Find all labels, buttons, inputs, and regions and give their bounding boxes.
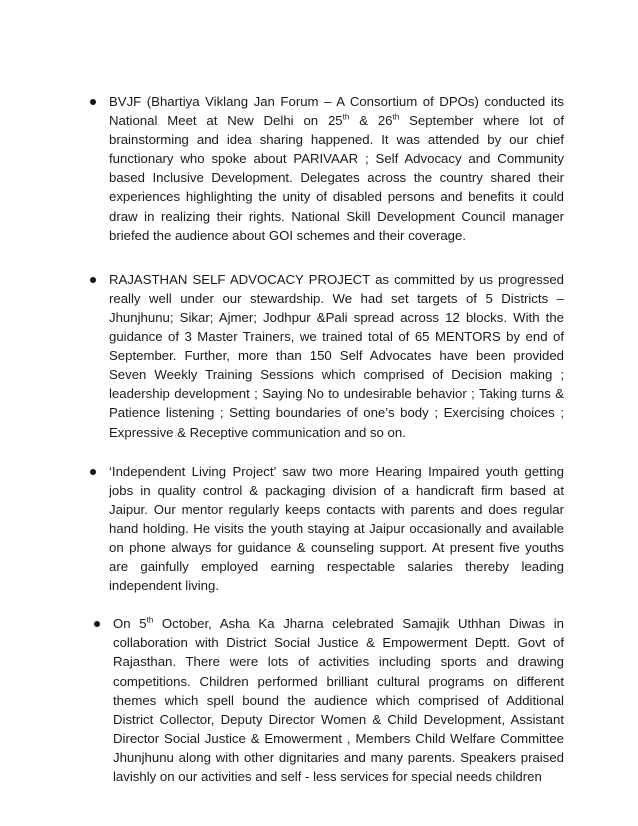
bullet-item-self-advocacy xyxy=(88,270,564,442)
text-segment: & 26 xyxy=(349,113,393,129)
text-segment: On 5 xyxy=(113,616,147,632)
bullet-list xyxy=(88,92,564,786)
bullet-text xyxy=(113,614,564,786)
text-segment: September where lot of brainstorming and idea sharing happened. It was attended by our chief functionary who spoke about PARIVAAR ; Self Advocacy and Community based Inclusive Development. Delegates across the country shared their experiences highlighting the unity of disabled persons and benefits it could draw in realizing their rights. National Skill Development Council manager briefed the audience about GOI schemes and their coverage. xyxy=(109,113,565,243)
ordinal-suffix: th xyxy=(342,112,350,122)
bullet-icon xyxy=(90,277,96,283)
bullet-icon xyxy=(90,99,96,105)
bullet-icon xyxy=(90,469,96,475)
ordinal-suffix: th xyxy=(146,615,154,625)
text-segment: BVJF (Bhartiya Viklang Jan Forum – A Consortium of DPOs) conducted its National Meet at New Delhi on 25 xyxy=(109,94,564,129)
bullet-item-independent-living xyxy=(88,462,564,596)
bullet-text: ‘Independent Living Project’ saw two more Hearing Impaired youth getting jobs in quality control & packaging division of a handicraft firm based at Jaipur. Our mentor regularly keeps contacts with parents and does regular hand holding. He visits the youth staying at Jaipur occasionally and available on phone always for guidance & counseling support. At present five youths are gainfully employed earning respectable salaries thereby leading independent living. xyxy=(109,463,564,594)
bullet-text xyxy=(109,92,564,245)
bullet-item-bvjf xyxy=(88,92,564,245)
bullet-item-samajik-uthhan xyxy=(92,614,564,786)
bullet-text: RAJASTHAN SELF ADVOCACY PROJECT as committed by us progressed really well under our stewardship. We had set targets of 5 Districts – Jhunjhunu; Sikar; Ajmer; Jodhpur &Pali spread across 12 blocks. With the guidance of 3 Master Trainers, we trained total of 65 MENTORS by end of September. Further, more than 150 Self Advocates have been provided Seven Weekly Training Sessions which comprised of Decision making ; leadership development ; Saying No to undesirable behavior ; Taking turns & Patience listening ; Setting boundaries of one’s body ; Exercising choices ; Expressive & Receptive communication and so on. xyxy=(109,271,564,440)
text-segment: October, Asha Ka Jharna celebrated Samajik Uthhan Diwas in collaboration with District Social Justice & Empowerment Deptt. Govt of Rajasthan. There were lots of activities including sports and drawing competitions. Children performed brilliant cultural programs on different themes which spell bound the audience which comprised of Additional District Collector, Deputy Director Women & Child Development, Assistant Director Social Justice & Emowerment , Members Child Welfare Committee Jhunjhunu along with other dignitaries and many parents. Speakers praised lavishly on our activities and self - less services for special needs children xyxy=(113,616,564,784)
bullet-icon xyxy=(94,621,100,627)
ordinal-suffix: th xyxy=(392,112,400,122)
